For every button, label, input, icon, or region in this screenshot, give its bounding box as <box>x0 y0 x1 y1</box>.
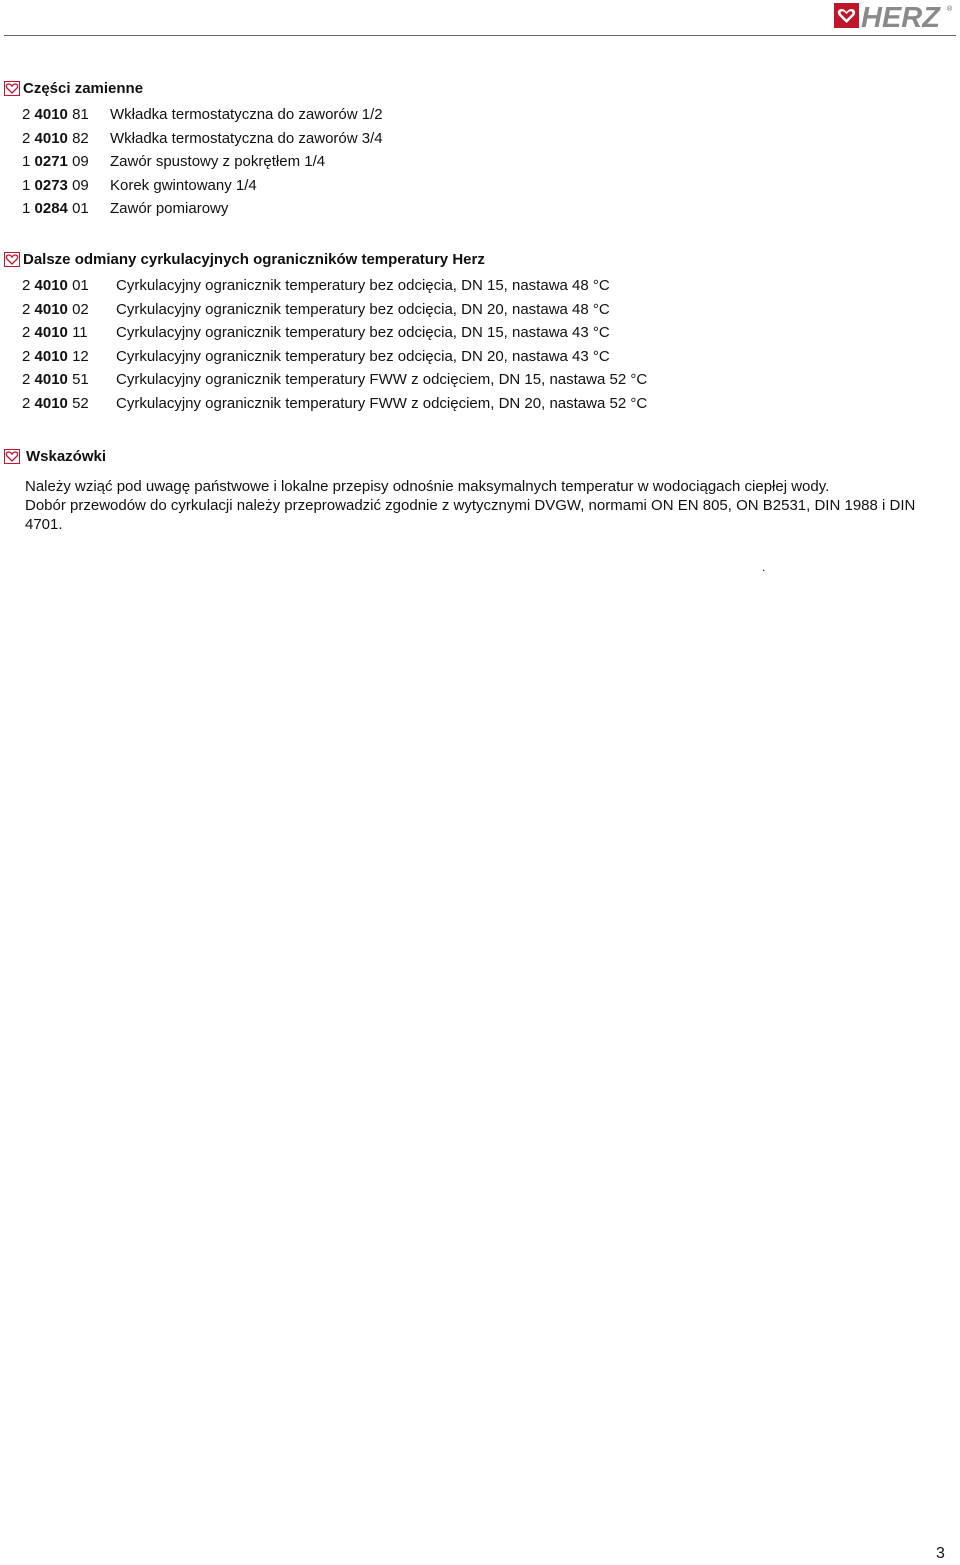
section-title-notes <box>4 448 106 465</box>
item-description: Cyrkulacyjny ogranicznik temperatury FWW z odcięciem, DN 20, nastawa 52 °C <box>116 394 648 412</box>
item-code: 2 4010 11 <box>22 324 88 341</box>
item-description: Cyrkulacyjny ogranicznik temperatury bez odcięcia, DN 20, nastawa 43 °C <box>116 347 610 365</box>
item-description: Cyrkulacyjny ogranicznik temperatury FWW z odcięciem, DN 15, nastawa 52 °C <box>116 371 648 388</box>
section-title-text: Dalsze odmiany cyrkulacyjnych ograniczników temperatury Herz <box>23 251 485 268</box>
item-code: 2 4010 81 <box>22 106 89 123</box>
herz-heart-icon <box>4 449 20 464</box>
list-item <box>22 150 383 174</box>
herz-heart-icon <box>4 252 20 267</box>
list-item <box>22 127 383 151</box>
item-description: Korek gwintowany 1/4 <box>110 176 257 194</box>
spare-parts-list <box>22 103 383 221</box>
stray-mark: . <box>762 560 766 574</box>
note-line: Dobór przewodów do cyrkulacji należy przeprowadzić zgodnie z wytycznymi DVGW, normami ON EN 805, ON B2531, DIN 1988 i DIN 4701. <box>25 497 916 533</box>
item-code: 2 4010 82 <box>22 129 89 147</box>
item-code: 1 0271 09 <box>22 153 89 170</box>
item-code: 1 0273 09 <box>22 176 89 194</box>
item-code: 2 4010 01 <box>22 277 89 294</box>
section-title-variants <box>4 251 485 268</box>
section-title-text: Części zamienne <box>23 80 144 97</box>
herz-heart-icon <box>4 81 20 96</box>
list-item <box>22 321 647 345</box>
list-item <box>22 345 647 369</box>
item-description: Zawór spustowy z pokrętłem 1/4 <box>110 153 326 170</box>
item-description: Cyrkulacyjny ogranicznik temperatury bez odcięcia, DN 15, nastawa 43 °C <box>116 324 610 341</box>
item-code: 2 4010 52 <box>22 394 89 412</box>
item-description: Zawór pomiarowy <box>110 200 229 217</box>
svg-text:HERZ: HERZ <box>861 2 940 30</box>
variants-list <box>22 274 647 415</box>
list-item <box>22 274 647 298</box>
svg-text:®: ® <box>947 6 953 13</box>
item-description: Wkładka termostatyczna do zaworów 3/4 <box>110 129 383 147</box>
item-code: 2 4010 12 <box>22 347 89 365</box>
section-title-parts <box>4 80 143 97</box>
item-description: Cyrkulacyjny ogranicznik temperatury bez odcięcia, DN 20, nastawa 48 °C <box>116 300 610 318</box>
section-title-text: Wskazówki <box>26 448 107 465</box>
list-item <box>22 392 647 416</box>
list-item <box>22 197 383 221</box>
notes-text <box>25 477 957 534</box>
herz-logo <box>834 2 956 30</box>
list-item <box>22 103 383 127</box>
item-description: Cyrkulacyjny ogranicznik temperatury bez odcięcia, DN 15, nastawa 48 °C <box>116 277 610 294</box>
page-number: 3 <box>936 1545 945 1562</box>
list-item <box>22 368 647 392</box>
item-code: 1 0284 01 <box>22 200 89 217</box>
note-line: Należy wziąć pod uwagę państwowe i lokalne przepisy odnośnie maksymalnych temperatur w wodociągach ciepłej wody. <box>25 478 830 495</box>
item-code: 2 4010 51 <box>22 371 89 388</box>
item-description: Wkładka termostatyczna do zaworów 1/2 <box>110 106 383 123</box>
list-item <box>22 174 383 198</box>
item-code: 2 4010 02 <box>22 300 89 318</box>
header-rule <box>4 35 956 36</box>
list-item <box>22 298 647 322</box>
